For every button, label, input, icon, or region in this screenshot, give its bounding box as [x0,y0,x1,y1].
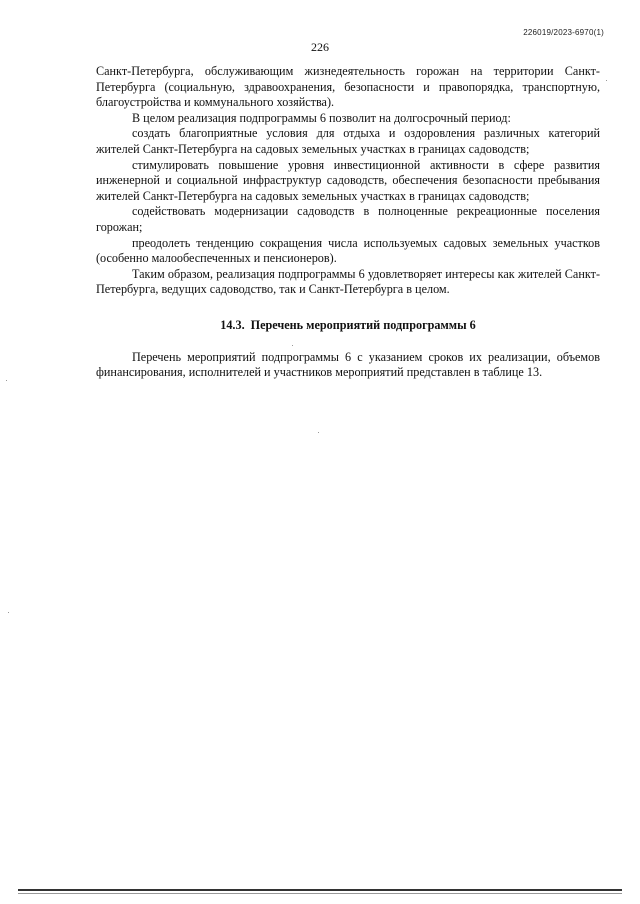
scan-speck [8,612,9,613]
paragraph-3: создать благоприятные условия для отдыха и оздоровления различных категорий жителей Санкт-Петербурга на садовых земельных участках в границах садоводств; [96,126,600,156]
paragraph-5: содействовать модернизации садоводств в полноценные рекреационные поселения горожан; [96,204,600,234]
scan-speck [318,432,319,433]
document-body [96,64,600,381]
paragraph-4: стимулировать повышение уровня инвестиционной активности в сфере развития инженерной и социальной инфраструктур садоводств, обеспечения безопасности пребывания жителей Санкт-Петербурга на садовых земельных участках в границах садоводств; [96,157,600,203]
section-number: 14.3. [220,317,245,332]
scan-speck [6,380,7,381]
section-heading [96,318,600,334]
scan-edge-line [18,889,622,891]
paragraph-1: Санкт-Петербурга, обслуживающим жизнедеятельность горожан на территории Санкт-Петербурга (социальную, здравоохранения, безопасности и правопорядка, транспортную, благоустройства и коммунального хозяйства). [96,64,600,110]
paragraph-8: Перечень мероприятий подпрограммы 6 с указанием сроков их реализации, объемов финансирования, исполнителей и участников мероприятий представлен в таблице 13. [96,349,600,380]
paragraph-2: В целом реализация подпрограммы 6 позволит на долгосрочный период: [132,110,511,125]
scan-edge-line-thin [18,893,622,894]
section-title: Перечень мероприятий подпрограммы 6 [250,317,476,332]
scan-speck [606,80,607,81]
page-number: 226 [311,40,329,54]
paragraph-6: преодолеть тенденцию сокращения числа используемых садовых земельных участков (особенно малообеспеченных и пенсионеров). [96,235,600,266]
paragraph-7: Таким образом, реализация подпрограммы 6 удовлетворяет интересы как жителей Санкт-Петербурга, ведущих садоводство, так и Санкт-Петербурга в целом. [96,266,600,297]
document-id: 226019/2023-6970(1) [523,28,604,37]
scan-speck [292,345,293,346]
